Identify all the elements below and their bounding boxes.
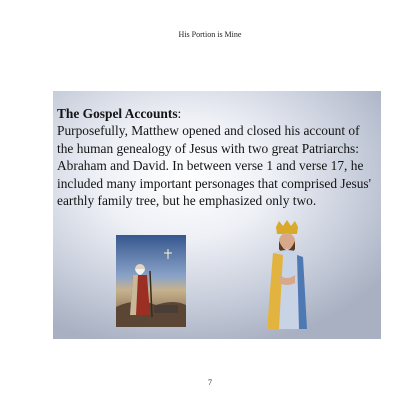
slide-text bbox=[57, 105, 377, 209]
king-david-illustration-icon bbox=[259, 219, 315, 333]
page-number: 7 bbox=[208, 378, 212, 387]
slide-heading: The Gospel Accounts bbox=[57, 106, 178, 121]
slide-heading-colon: : bbox=[177, 106, 182, 121]
running-head: His Portion is Mine bbox=[178, 30, 242, 39]
slide bbox=[53, 91, 381, 339]
slide-body: Purposefully, Matthew opened and closed his account of the human genealogy of Jesus with two great Patriarchs: Abraham and David. In between verse 1 and verse 17, he included many important personages that comprised Jesus' earthly family tree, but he emphasized only two. bbox=[57, 123, 372, 209]
abraham-illustration-icon bbox=[116, 235, 186, 327]
